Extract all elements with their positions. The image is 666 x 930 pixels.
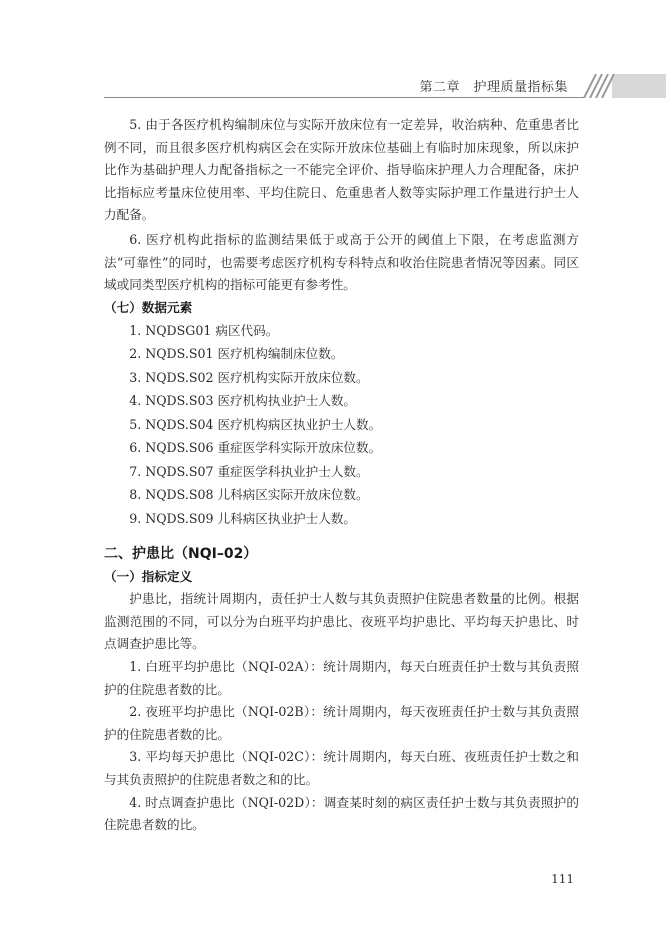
list-item: 4. NQDS.S03 医疗机构执业护士人数。: [129, 393, 357, 409]
header-stripes-decoration: [582, 74, 666, 98]
list-item: 2. NQDS.S01 医疗机构编制床位数。: [129, 346, 344, 362]
list-item: 5. NQDS.S04 医疗机构病区执业护士人数。: [129, 416, 382, 432]
list-item: 3. NQDS.S02 医疗机构实际开放床位数。: [129, 369, 369, 385]
chapter-title: 第二章 护理质量指标集: [419, 80, 568, 95]
data-elements-list: [104, 319, 579, 531]
page-number: 111: [551, 872, 574, 886]
section-heading-nurse-patient-ratio: 二、护患比（NQI–02）: [104, 546, 258, 563]
page-header: [0, 70, 666, 100]
page-body: [104, 114, 579, 837]
list-item: 6. NQDS.S06 重症医学科实际开放床位数。: [129, 440, 382, 456]
list-item: 1. NQDSG01 病区代码。: [129, 322, 279, 338]
paragraph-nqi-02a: 1. 白班平均护患比（NQI-02A）：统计周期内，每天白班责任护士数与其负责照护的住院患者数的比。: [104, 659, 579, 697]
list-item: 9. NQDS.S09 儿科病区执业护士人数。: [129, 510, 357, 526]
paragraph-nqi-02c: 3. 平均每天护患比（NQI-02C）：统计周期内，每天白班、夜班责任护士数之和与其负责照护的住院患者数之和的比。: [104, 749, 579, 787]
section-heading-data-elements: （七）数据元素: [104, 299, 193, 315]
paragraph-nqi-02b: 2. 夜班平均护患比（NQI-02B）：统计周期内，每天夜班责任护士数与其负责照护的住院患者数的比。: [104, 704, 579, 742]
paragraph-6: 6. 医疗机构此指标的监测结果低于或高于公开的阈值上下限，在考虑监测方法“可靠性”的同时，也需要考虑医疗机构专科特点和收治住院患者情况等因素。同区域或同类型医疗机构的指标可能更有参考性。: [104, 231, 579, 293]
subsection-heading-definition: （一）指标定义: [104, 569, 193, 585]
paragraph-nqi-02d: 4. 时点调查护患比（NQI-02D）：调查某时刻的病区责任护士数与其负责照护的住院患者数的比。: [104, 794, 579, 833]
header-rule: [104, 97, 584, 98]
paragraph-definition: 护患比，指统计周期内，责任护士人数与其负责照护住院患者数量的比例。根据监测范围的不同，可以分为白班平均护患比、夜班平均护患比、平均每天护患比、时点调查护患比等。: [104, 591, 579, 652]
list-item: 7. NQDS.S07 重症医学科执业护士人数。: [129, 463, 369, 479]
list-item: 8. NQDS.S08 儿科病区实际开放床位数。: [129, 487, 369, 503]
paragraph-5: 5. 由于各医疗机构编制床位与实际开放床位有一定差异，收治病种、危重患者比例不同，而且很多医疗机构病区会在实际开放床位基础上有临时加床现象，所以床护比作为基础护理人力配备指标之一不能完全评价、指导临床护理人力合理配备，床护比指标应考量床位使用率、平均住院日、危重患者人数等实际护理工作量进行护士人力配备。: [104, 117, 579, 223]
